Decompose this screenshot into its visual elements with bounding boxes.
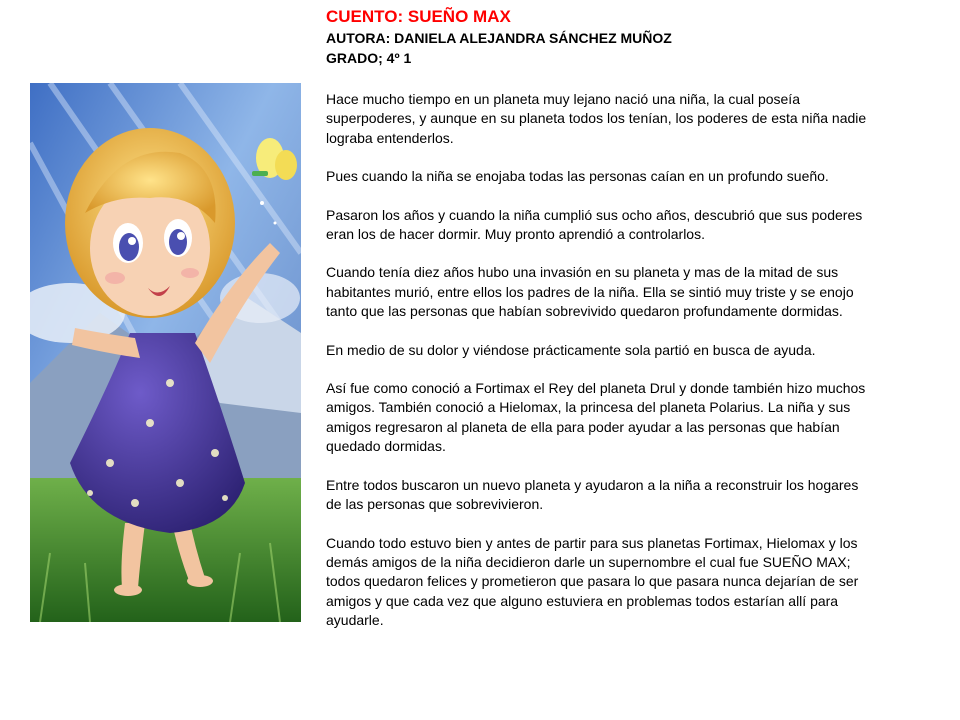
paragraph-line: Pasaron los años y cuando la niña cumplió sus ocho años, descubrió que sus poderes [326, 206, 863, 223]
paragraph-line: Pues cuando la niña se enojaba todas las personas caían en un profundo sueño. [326, 168, 829, 185]
paragraph-line: En medio de su dolor y viéndose prácticamente sola partió en busca de ayuda. [326, 341, 816, 358]
paragraph-line: Así fue como conoció a Fortimax el Rey del planeta Drul y donde también hizo muchos [326, 380, 866, 397]
paragraph-line: Cuando tenía diez años hubo una invasión en su planeta y mas de la mitad de sus [326, 264, 839, 281]
paragraph-line: eran los de hacer dormir. Muy pronto aprendió a controlarlos. [326, 226, 705, 243]
paragraph-line: Hace mucho tiempo en un planeta muy lejano nació una niña, la cual poseía [326, 91, 800, 107]
paragraph-line: Entre todos buscaron un nuevo planeta y ayudaron a la niña a reconstruir los hogares [326, 476, 859, 493]
paragraph-3 [326, 206, 946, 245]
paragraph-line: habitantes murió, entre ellos los padres de la niña. Ella se sintió muy triste y se enojo [326, 283, 854, 300]
story-illustration [30, 83, 301, 622]
paragraph-5 [326, 341, 946, 360]
paragraph-line: amigos y que cada vez que alguno estuviera en problemas todos estarían allí para [326, 592, 839, 609]
paragraph-line: demás amigos de la niña decidieron darle un supernombre el cual fue SUEÑO MAX; [326, 553, 851, 570]
paragraph-line: superpoderes, y aunque en su planeta todos los tenían, los poderes de esta niña nadie [326, 110, 867, 127]
paragraph-1 [326, 90, 946, 148]
paragraph-line: lograba entenderlos. [326, 129, 454, 146]
paragraph-7 [326, 476, 946, 515]
paragraph-6 [326, 379, 946, 457]
story-grade: GRADO; 4º 1 [326, 50, 412, 66]
paragraph-8 [326, 534, 946, 631]
paragraph-line: quedado dormidas. [326, 438, 446, 455]
paragraph-line: amigos. También conoció a Hielomax, la princesa del planeta Polarius. La niña y sus [326, 399, 851, 416]
story-text [326, 6, 946, 631]
story-author: AUTORA: DANIELA ALEJANDRA SÁNCHEZ MUÑOZ [326, 30, 672, 46]
paragraph-line: todos quedaron felices y prometieron que pasara lo que pasara nunca dejarían de ser [326, 573, 859, 590]
story-title: CUENTO: SUEÑO MAX [326, 7, 511, 26]
paragraph-4 [326, 263, 946, 321]
paragraph-2 [326, 167, 946, 186]
paragraph-line: Cuando todo estuvo bien y antes de partir para sus planetas Fortimax, Hielomax y los [326, 534, 858, 551]
paragraph-line: tanto que las personas que habían sobrevivido quedaron profundamente dormidas. [326, 303, 843, 320]
paragraph-line: ayudarle. [326, 612, 384, 629]
girl-with-butterfly-painting [30, 83, 301, 622]
paragraph-line: de las personas que sobrevivieron. [326, 496, 544, 513]
paragraph-line: amigos regresaron al planeta de ella para poder ayudar a las personas que habían [326, 418, 840, 435]
